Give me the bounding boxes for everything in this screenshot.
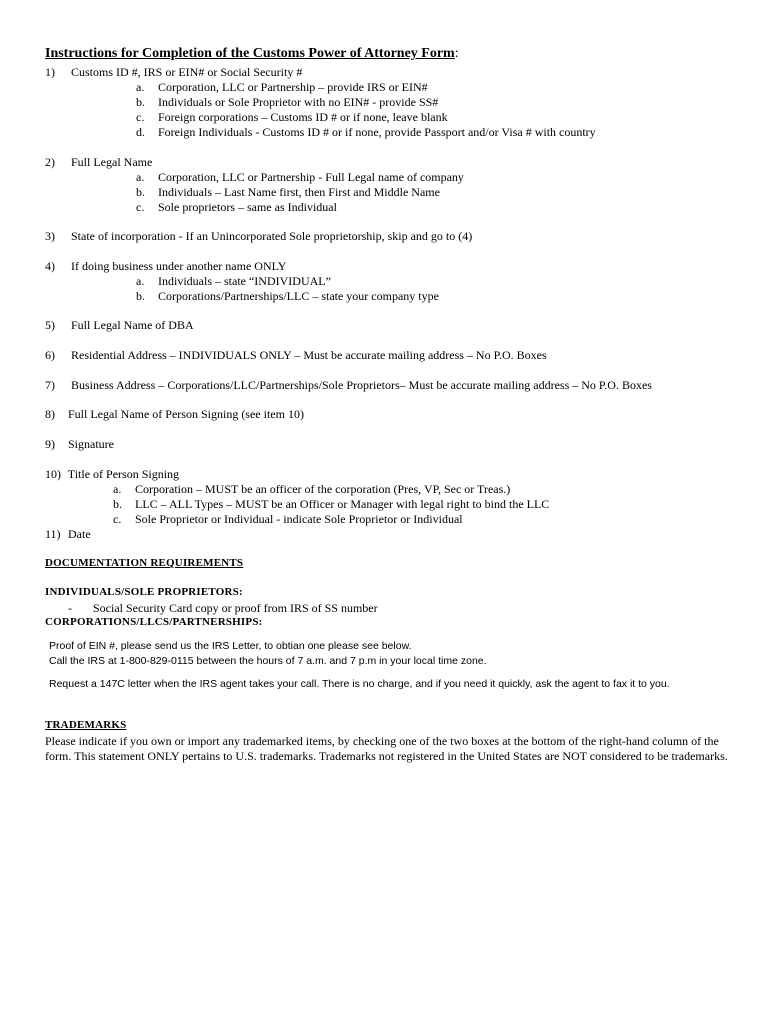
sub-item-10c: c. Sole Proprietor or Individual - indicate Sole Proprietor or Individual bbox=[113, 512, 463, 526]
item-number: 4) bbox=[45, 259, 55, 273]
individuals-bullet bbox=[68, 601, 378, 616]
item-number: 3) bbox=[45, 229, 55, 243]
item-number: 10) bbox=[45, 467, 61, 481]
instruction-item-5 bbox=[45, 318, 194, 333]
sub-item-2c: c. Sole proprietors – same as Individual bbox=[136, 200, 337, 214]
sub-item-10b: b. LLC – ALL Types – MUST be an Officer or Manager with legal right to bind the LLC bbox=[113, 497, 550, 511]
trademarks-heading: TRADEMARKS bbox=[45, 719, 127, 731]
documentation-heading: DOCUMENTATION REQUIREMENTS bbox=[45, 557, 244, 569]
item-text: State of incorporation - If an Unincorporated Sole proprietorship, skip and go to (4) bbox=[71, 229, 473, 243]
sub-item-1d: d. Foreign Individuals - Customs ID # or if none, provide Passport and/or Visa # with country bbox=[136, 125, 596, 139]
page-title-colon: : bbox=[454, 46, 459, 61]
trademarks-text: Please indicate if you own or import any trademarked items, by checking one of the two boxes at the bottom of the right-hand column of the form. This statement ONLY pertains to U.S. trademarks. Trademarks not registered in the United States are NOT considered to be trademarks. bbox=[45, 734, 728, 763]
item-number: 11) bbox=[45, 527, 61, 541]
corporations-heading: CORPORATIONS/LLCS/PARTNERSHIPS: bbox=[45, 616, 263, 628]
instruction-item-4 bbox=[45, 259, 286, 274]
item-text: Signature bbox=[68, 437, 114, 451]
page-title bbox=[45, 46, 459, 62]
item-text: Full Legal Name bbox=[71, 155, 153, 169]
bullet-text: Social Security Card copy or proof from IRS of SS number bbox=[93, 601, 378, 615]
instruction-item-1 bbox=[45, 65, 302, 80]
instruction-item-6 bbox=[45, 348, 547, 363]
irs-call-line: Call the IRS at 1-800-829-0115 between the hours of 7 a.m. and 7 p.m in your local time zone. bbox=[49, 655, 487, 667]
sub-item-1c: c. Foreign corporations – Customs ID # or if none, leave blank bbox=[136, 110, 448, 124]
item-text: Title of Person Signing bbox=[67, 467, 180, 481]
sub-item-1b: b. Individuals or Sole Proprietor with no EIN# - provide SS# bbox=[136, 95, 439, 109]
page-title-text: Instructions for Completion of the Customs Power of Attorney Form bbox=[45, 46, 455, 61]
individuals-heading: INDIVIDUALS/SOLE PROPRIETORS: bbox=[45, 586, 243, 598]
item-text: Full Legal Name of Person Signing (see item 10) bbox=[68, 407, 304, 421]
instruction-item-11 bbox=[45, 527, 91, 542]
instruction-item-9 bbox=[45, 437, 114, 452]
bullet-mark: - bbox=[68, 601, 72, 615]
instruction-item-3 bbox=[45, 229, 472, 244]
item-text: Residential Address – INDIVIDUALS ONLY – Must be accurate mailing address – No P.O. Boxes bbox=[71, 348, 547, 362]
instruction-item-10 bbox=[45, 467, 179, 482]
item-text: Customs ID #, IRS or EIN# or Social Security # bbox=[71, 65, 303, 79]
item-number: 7) bbox=[45, 378, 55, 392]
sub-item-10a: a. Corporation – MUST be an officer of the corporation (Pres, VP, Sec or Treas.) bbox=[113, 482, 511, 496]
ein-proof-line: Proof of EIN #, please send us the IRS Letter, to obtian one please see below. bbox=[49, 640, 412, 652]
item-text: Business Address – Corporations/LLC/Partnerships/Sole Proprietors– Must be accurate mailing address – No P.O. Boxes bbox=[71, 378, 652, 392]
sub-item-4b: b. Corporations/Partnerships/LLC – state your company type bbox=[136, 289, 439, 303]
instruction-item-8 bbox=[45, 407, 304, 422]
instruction-item-2 bbox=[45, 155, 152, 170]
item-text: Full Legal Name of DBA bbox=[71, 318, 194, 332]
item-number: 5) bbox=[45, 318, 55, 332]
item-text: Date bbox=[68, 527, 91, 541]
sub-item-4a: a. Individuals – state “INDIVIDUAL” bbox=[136, 274, 331, 288]
item-number: 9) bbox=[45, 437, 55, 451]
item-number: 8) bbox=[45, 407, 55, 421]
letter-request-line: Request a 147C letter when the IRS agent takes your call. There is no charge, and if you need it quickly, ask the agent to fax it to you. bbox=[49, 678, 670, 690]
instruction-item-7 bbox=[45, 378, 652, 393]
sub-item-1a: a. Corporation, LLC or Partnership – provide IRS or EIN# bbox=[136, 80, 428, 94]
sub-item-2b: b. Individuals – Last Name first, then First and Middle Name bbox=[136, 185, 440, 199]
sub-item-2a: a. Corporation, LLC or Partnership - Full Legal name of company bbox=[136, 170, 464, 184]
item-text: If doing business under another name ONLY bbox=[71, 259, 287, 273]
item-number: 6) bbox=[45, 348, 55, 362]
item-number: 2) bbox=[45, 155, 55, 169]
item-number: 1) bbox=[45, 65, 55, 79]
